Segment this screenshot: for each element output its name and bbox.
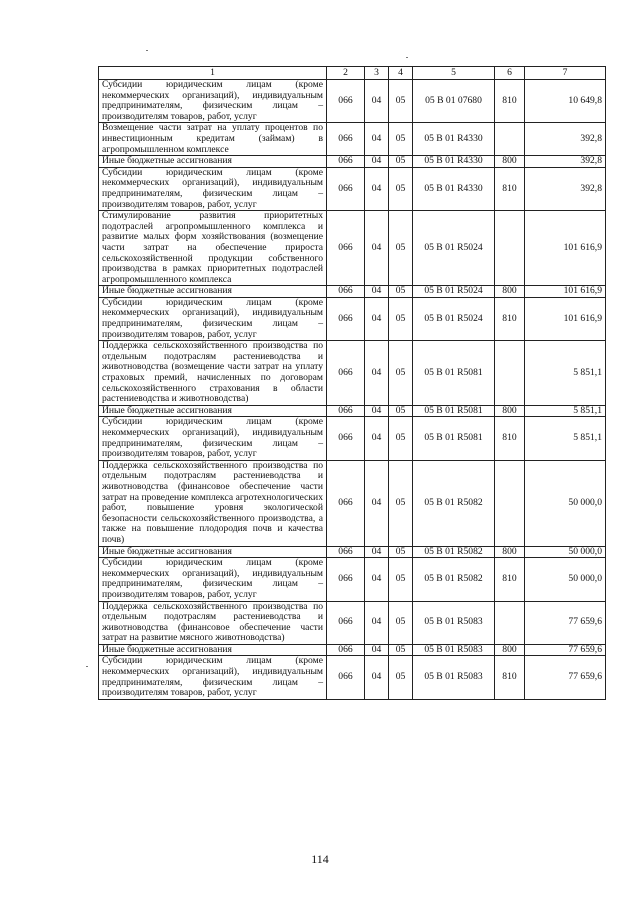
section-code: 04: [365, 286, 389, 298]
expense-type-code: 810: [495, 656, 525, 699]
ministry-code: 066: [327, 460, 365, 546]
target-article-code: 05 В 01 R5082: [413, 558, 495, 601]
page-number: 114: [311, 852, 329, 866]
subsection-code: 05: [389, 558, 413, 601]
row-description: Иные бюджетные ассигнования: [99, 546, 327, 558]
table-body: [99, 80, 606, 700]
row-description: Субсидии юридическим лицам (кроме некоммерческих организаций), индивидуальным предпринимателям, физическим лицам – производителям товаров, работ, услуг: [99, 297, 327, 340]
column-header: 1: [99, 67, 327, 80]
row-description: Субсидии юридическим лицам (кроме некоммерческих организаций), индивидуальным предпринимателям, физическим лицам – производителям товаров, работ, услуг: [99, 417, 327, 460]
subsection-code: 05: [389, 460, 413, 546]
table-row: [99, 460, 606, 546]
amount: 5 851,1: [525, 405, 606, 417]
scan-speck: [406, 57, 408, 58]
amount: 101 616,9: [525, 286, 606, 298]
row-description: Возмещение части затрат на уплату процентов по инвестиционным кредитам (займам) в агропромышленном комплексе: [99, 123, 327, 156]
column-header: 4: [389, 67, 413, 80]
amount: 5 851,1: [525, 417, 606, 460]
table-row: [99, 80, 606, 123]
expense-type-code: 800: [495, 644, 525, 656]
column-header: 2: [327, 67, 365, 80]
row-description: Стимулирование развития приоритетных подотраслей агропромышленного комплекса и развитие малых форм хозяйствования (возмещение части затрат на обеспечение прироста сельскохозяйственной продукции собственного производства в рамках приоритетных подотраслей агропромышленного комплекса: [99, 211, 327, 286]
section-code: 04: [365, 460, 389, 546]
subsection-code: 05: [389, 405, 413, 417]
row-description: Поддержка сельскохозяйственного производства по отдельным подотраслям растениеводства и животноводства (финансовое обеспечение части затрат на проведение комплекса агротехнологических работ, повышение уровня экологической безопасности сельскохозяйственного производства, а также на повышение плодородия почв и качества почв): [99, 460, 327, 546]
column-header: 6: [495, 67, 525, 80]
ministry-code: 066: [327, 644, 365, 656]
section-code: 04: [365, 558, 389, 601]
amount: 392,8: [525, 156, 606, 168]
scan-speck: [86, 666, 88, 667]
expense-type-code: [495, 123, 525, 156]
table-row: [99, 123, 606, 156]
budget-table: [98, 66, 606, 700]
amount: 77 659,6: [525, 656, 606, 699]
table-row: [99, 601, 606, 644]
row-description: Субсидии юридическим лицам (кроме некоммерческих организаций), индивидуальным предпринимателям, физическим лицам – производителям товаров, работ, услуг: [99, 656, 327, 699]
ministry-code: 066: [327, 211, 365, 286]
amount: 77 659,6: [525, 644, 606, 656]
target-article-code: 05 В 01 R4330: [413, 123, 495, 156]
amount: 392,8: [525, 167, 606, 210]
column-header: 5: [413, 67, 495, 80]
target-article-code: 05 В 01 07680: [413, 80, 495, 123]
row-description: Иные бюджетные ассигнования: [99, 405, 327, 417]
amount: 50 000,0: [525, 460, 606, 546]
row-description: Поддержка сельскохозяйственного производства по отдельным подотраслям растениеводства и животноводства (финансовое обеспечение части затрат на развитие мясного животноводства): [99, 601, 327, 644]
subsection-code: 05: [389, 211, 413, 286]
expense-type-code: 810: [495, 417, 525, 460]
subsection-code: 05: [389, 656, 413, 699]
row-description: Субсидии юридическим лицам (кроме некоммерческих организаций), индивидуальным предпринимателям, физическим лицам – производителям товаров, работ, услуг: [99, 558, 327, 601]
target-article-code: 05 В 01 R5082: [413, 460, 495, 546]
row-description: Иные бюджетные ассигнования: [99, 286, 327, 298]
target-article-code: 05 В 01 R5081: [413, 417, 495, 460]
subsection-code: 05: [389, 80, 413, 123]
row-description: Субсидии юридическим лицам (кроме некоммерческих организаций), индивидуальным предпринимателям, физическим лицам – производителям товаров, работ, услуг: [99, 167, 327, 210]
table-row: [99, 644, 606, 656]
table-row: [99, 286, 606, 298]
ministry-code: 066: [327, 123, 365, 156]
ministry-code: 066: [327, 601, 365, 644]
target-article-code: 05 В 01 R5083: [413, 644, 495, 656]
section-code: 04: [365, 123, 389, 156]
target-article-code: 05 В 01 R4330: [413, 156, 495, 168]
expense-type-code: 810: [495, 80, 525, 123]
section-code: 04: [365, 656, 389, 699]
row-description: Иные бюджетные ассигнования: [99, 156, 327, 168]
ministry-code: 066: [327, 167, 365, 210]
table-row: [99, 341, 606, 406]
scan-speck: [146, 50, 148, 51]
table-row: [99, 297, 606, 340]
ministry-code: 066: [327, 286, 365, 298]
table-header: [99, 67, 606, 80]
target-article-code: 05 В 01 R5081: [413, 405, 495, 417]
amount: 50 000,0: [525, 546, 606, 558]
section-code: 04: [365, 167, 389, 210]
subsection-code: 05: [389, 417, 413, 460]
ministry-code: 066: [327, 341, 365, 406]
expense-type-code: [495, 341, 525, 406]
table-row: [99, 656, 606, 699]
section-code: 04: [365, 417, 389, 460]
subsection-code: 05: [389, 644, 413, 656]
subsection-code: 05: [389, 123, 413, 156]
header-row: [99, 67, 606, 80]
target-article-code: 05 В 01 R5083: [413, 656, 495, 699]
expense-type-code: [495, 211, 525, 286]
ministry-code: 066: [327, 656, 365, 699]
ministry-code: 066: [327, 156, 365, 168]
target-article-code: 05 В 01 R5083: [413, 601, 495, 644]
subsection-code: 05: [389, 286, 413, 298]
section-code: 04: [365, 211, 389, 286]
amount: 77 659,6: [525, 601, 606, 644]
section-code: 04: [365, 341, 389, 406]
row-description: Поддержка сельскохозяйственного производства по отдельным подотраслям растениеводства и животноводства (возмещение части затрат на уплату страховых премий, начисленных по договорам сельскохозяйственного страхования в области растениеводства и животноводства): [99, 341, 327, 406]
expense-type-code: [495, 601, 525, 644]
row-description: Субсидии юридическим лицам (кроме некоммерческих организаций), индивидуальным предпринимателям, физическим лицам – производителям товаров, работ, услуг: [99, 80, 327, 123]
column-header: 3: [365, 67, 389, 80]
expense-type-code: [495, 460, 525, 546]
subsection-code: 05: [389, 156, 413, 168]
expense-type-code: 810: [495, 558, 525, 601]
subsection-code: 05: [389, 341, 413, 406]
amount: 392,8: [525, 123, 606, 156]
section-code: 04: [365, 644, 389, 656]
expense-type-code: 810: [495, 297, 525, 340]
amount: 10 649,8: [525, 80, 606, 123]
amount: 5 851,1: [525, 341, 606, 406]
table-row: [99, 156, 606, 168]
section-code: 04: [365, 405, 389, 417]
expense-type-code: 800: [495, 405, 525, 417]
ministry-code: 066: [327, 405, 365, 417]
subsection-code: 05: [389, 546, 413, 558]
ministry-code: 066: [327, 417, 365, 460]
target-article-code: 05 В 01 R5024: [413, 286, 495, 298]
ministry-code: 066: [327, 80, 365, 123]
expense-type-code: 800: [495, 286, 525, 298]
amount: 101 616,9: [525, 297, 606, 340]
expense-type-code: 810: [495, 167, 525, 210]
section-code: 04: [365, 80, 389, 123]
target-article-code: 05 В 01 R5081: [413, 341, 495, 406]
ministry-code: 066: [327, 546, 365, 558]
table-row: [99, 405, 606, 417]
table-row: [99, 558, 606, 601]
subsection-code: 05: [389, 167, 413, 210]
row-description: Иные бюджетные ассигнования: [99, 644, 327, 656]
ministry-code: 066: [327, 558, 365, 601]
column-header: 7: [525, 67, 606, 80]
target-article-code: 05 В 01 R4330: [413, 167, 495, 210]
subsection-code: 05: [389, 297, 413, 340]
section-code: 04: [365, 546, 389, 558]
expense-type-code: 800: [495, 156, 525, 168]
table-row: [99, 211, 606, 286]
expense-type-code: 800: [495, 546, 525, 558]
table-row: [99, 167, 606, 210]
table-row: [99, 546, 606, 558]
subsection-code: 05: [389, 601, 413, 644]
table-row: [99, 417, 606, 460]
target-article-code: 05 В 01 R5082: [413, 546, 495, 558]
section-code: 04: [365, 297, 389, 340]
section-code: 04: [365, 601, 389, 644]
amount: 101 616,9: [525, 211, 606, 286]
ministry-code: 066: [327, 297, 365, 340]
amount: 50 000,0: [525, 558, 606, 601]
section-code: 04: [365, 156, 389, 168]
target-article-code: 05 В 01 R5024: [413, 211, 495, 286]
target-article-code: 05 В 01 R5024: [413, 297, 495, 340]
